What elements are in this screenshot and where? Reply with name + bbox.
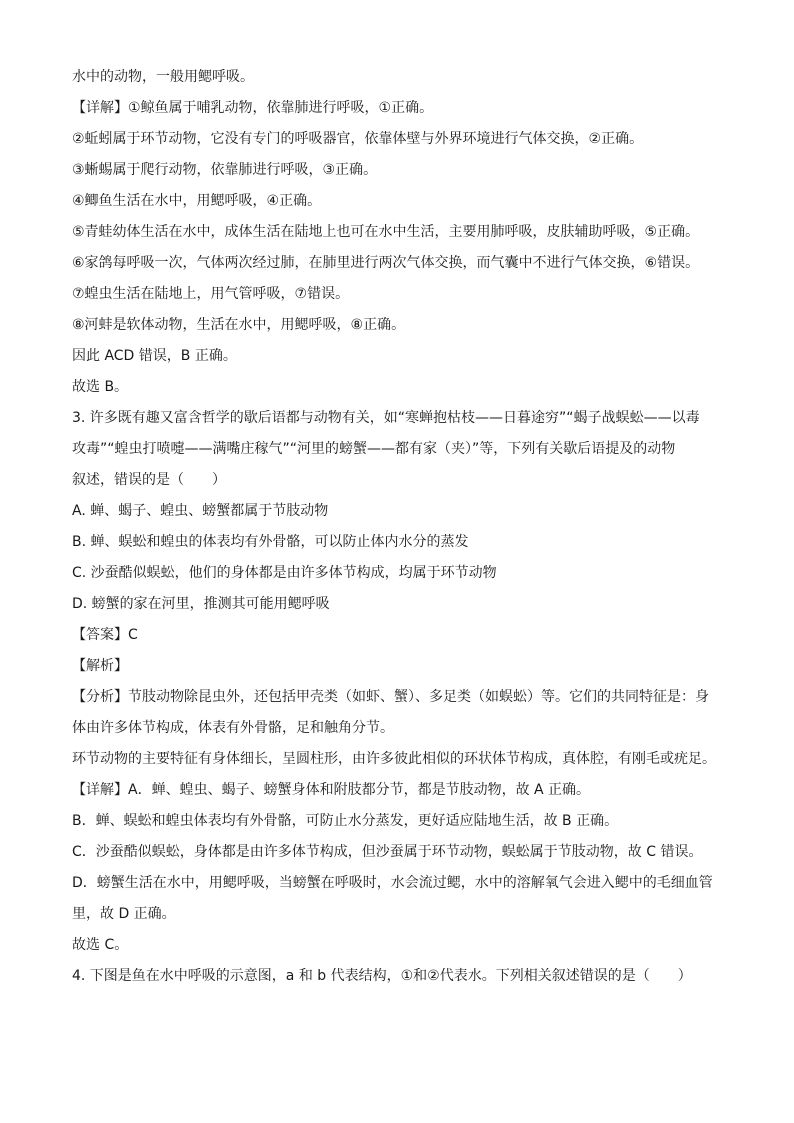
text-line: 故选 B。: [72, 379, 129, 395]
text-line: 因此 ACD 错误，B 正确。: [72, 348, 237, 364]
question-4-stem: 4. 下图是鱼在水中呼吸的示意图，a 和 b 代表结构，①和②代表水。下列相关叙述错误的是（ ）: [72, 968, 692, 984]
question-3-stem: 3. 许多既有趣又富含哲学的歇后语都与动物有关，如“寒蝉抱枯枝——日暮途穷”“蝎子战蜈蚣——以毒: [72, 410, 700, 426]
text-line: 水中的动物，一般用鳃呼吸。: [72, 69, 254, 85]
option-a: A. 蝉、蝎子、蝗虫、螃蟹都属于节肢动物: [72, 503, 329, 519]
text-line: ③蜥蜴属于爬行动物，依靠肺进行呼吸，③正确。: [72, 162, 378, 178]
option-c: C. 沙蚕酷似蜈蚣，他们的身体都是由许多体节构成，均属于环节动物: [72, 565, 497, 581]
text-line: ⑧河蚌是软体动物，生活在水中，用鳃呼吸，⑧正确。: [72, 317, 406, 333]
text-line: 环节动物的主要特征有身体细长，呈圆柱形，由许多彼此相似的环状体节构成，真体腔，有刚毛或疣足。: [72, 751, 716, 767]
text-line: ⑥家鸽每呼吸一次，气体两次经过肺，在肺里进行两次气体交换，而气囊中不进行气体交换，⑥错误。: [72, 255, 700, 271]
option-d: D. 螃蟹的家在河里，推测其可能用鳃呼吸: [72, 596, 330, 612]
text-line: 体由许多体节构成，体表有外骨骼，足和触角分节。: [72, 720, 394, 736]
answer-label: 【答案】C: [72, 627, 138, 643]
text-line: ⑤青蛙幼体生活在水中，成体生活在陆地上也可在水中生活，主要用肺呼吸，皮肤辅助呼吸，⑤正确。: [72, 224, 700, 240]
text-line: 【分析】节肢动物除昆虫外，还包括甲壳类（如虾、蟹）、多足类（如蜈蚣）等。它们的共同特征是：身: [72, 689, 709, 705]
text-line: 里，故 D 正确。: [72, 906, 176, 922]
text-line: 【详解】①鲸鱼属于哺乳动物，依靠肺进行呼吸，①正确。: [72, 100, 434, 116]
text-line: C．沙蚕酷似蜈蚣，身体都是由许多体节构成，但沙蚕属于环节动物，蜈蚣属于节肢动物，故 C 错误。: [72, 844, 703, 860]
text-line: ⑦蝗虫生活在陆地上，用气管呼吸，⑦错误。: [72, 286, 350, 302]
text-line: ②蚯蚓属于环节动物，它没有专门的呼吸器官，依靠体壁与外界环境进行气体交换，②正确。: [72, 131, 644, 147]
option-b: B. 蝉、蜈蚣和蝗虫的体表均有外骨骼，可以防止体内水分的蒸发: [72, 534, 469, 550]
text-line: B．蝉、蜈蚣和蝗虫体表均有外骨骼，可防止水分蒸发，更好适应陆地生活，故 B 正确。: [72, 813, 619, 829]
text-line: 故选 C。: [72, 937, 129, 953]
question-3-stem: 叙述，错误的是（ ）: [72, 472, 226, 488]
text-line: 【详解】A．蝉、蝗虫、蝎子、螃蟹身体和附肢都分节，都是节肢动物，故 A 正确。: [72, 782, 591, 798]
text-line: D．螃蟹生活在水中，用鳃呼吸，当螃蟹在呼吸时，水会流过鳃，水中的溶解氧气会进入鳃中的毛细血管: [72, 875, 713, 891]
text-line: ④鲫鱼生活在水中，用鳃呼吸，④正确。: [72, 193, 322, 209]
analysis-label: 【解析】: [72, 658, 128, 674]
question-3-stem: 攻毒”“蝗虫打喷嚏——满嘴庄稼气”“河里的螃蟹——都有家（夹）”等，下列有关歇后语提及的动物: [72, 441, 676, 457]
document-page: [72, 62, 732, 992]
